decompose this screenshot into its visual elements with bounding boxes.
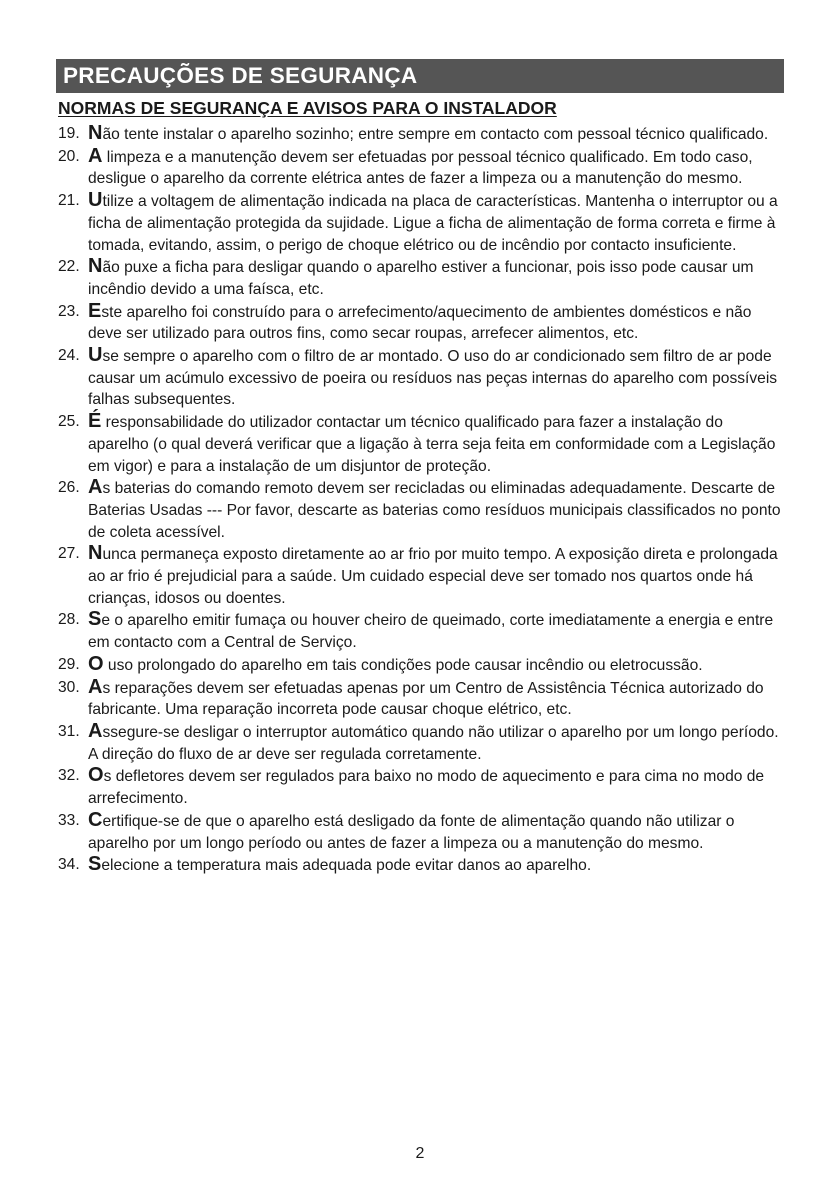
item-text: se sempre o aparelho com o filtro de ar montado. O uso do ar condicionado sem filtro de ar pode causar um acúmulo excessivo de poeira ou resíduos nas peças internas do aparelho com possíveis falhas subsequentes.: [88, 348, 778, 409]
item-text: responsabilidade do utilizador contactar um técnico qualificado para fazer a instalação do aparelho (o qual deverá verificar que a ligação à terra seja feita em conformidade com a Legislação em vigor) e para a instalação de um disjuntor de proteção.: [88, 414, 776, 475]
page-title: PRECAUÇÕES DE SEGURANÇA: [63, 63, 418, 88]
list-item: [58, 256, 784, 300]
item-text-block: [88, 411, 784, 477]
item-number: 25.: [58, 413, 80, 431]
item-text: tilize a voltagem de alimentação indicada na placa de características. Mantenha o interruptor ou a ficha de alimentação protegida da sujidade. Ligue a ficha de alimentação de forma correta e firme à tomada, evitando, assim, o perigo de choque elétrico ou de incêndio por contacto insuficiente.: [88, 193, 778, 254]
item-number: 30.: [58, 678, 80, 696]
item-number: 21.: [58, 192, 80, 210]
item-text-block: [88, 345, 784, 411]
list-item: [58, 123, 784, 146]
item-initial-letter: U: [88, 189, 103, 212]
list-item: [58, 677, 784, 721]
item-text: ste aparelho foi construído para o arrefecimento/aquecimento de ambientes domésticos e não deve ser utilizado para outros fins, como secar roupas, arrefecer alimentos, etc.: [88, 303, 752, 343]
item-number: 23.: [58, 302, 80, 320]
item-text: unca permaneça exposto diretamente ao ar frio por muito tempo. A exposição direta e prolongada ao ar frio é prejudicial para a saúde. Um cuidado especial deve ser tomado nos quartos onde há crianças, idosos ou doentes.: [88, 546, 778, 607]
item-number: 24.: [58, 347, 80, 365]
list-item: [58, 609, 784, 653]
item-initial-letter: O: [88, 764, 104, 787]
item-text: uso prolongado do aparelho em tais condições pode causar incêndio ou eletrocussão.: [103, 656, 703, 674]
item-number: 27.: [58, 545, 80, 563]
item-initial-letter: N: [88, 542, 103, 565]
item-number: 28.: [58, 611, 80, 629]
item-text: s baterias do comando remoto devem ser recicladas ou eliminadas adequadamente. Descarte de Baterias Usadas --- Por favor, descarte as baterias como resíduos municipais classificados no ponto de coleta acessível.: [88, 480, 781, 541]
item-initial-letter: A: [88, 719, 103, 742]
list-item: [58, 543, 784, 609]
item-text-block: [88, 543, 784, 609]
item-number: 29.: [58, 655, 80, 673]
item-number: 26.: [58, 479, 80, 497]
item-text-block: [88, 765, 784, 809]
item-text-block: [88, 677, 784, 721]
item-text: ão puxe a ficha para desligar quando o aparelho estiver a funcionar, pois isso pode causar um incêndio devido a uma faísca, etc.: [88, 259, 754, 298]
item-text-block: [88, 146, 784, 190]
item-text-block: [88, 477, 784, 543]
section-title-bar: [56, 59, 784, 93]
list-item: [58, 190, 784, 256]
item-text: elecione a temperatura mais adequada pode evitar danos ao aparelho.: [101, 857, 592, 875]
list-item: [58, 654, 784, 677]
item-text-block: [88, 654, 784, 677]
item-text: e o aparelho emitir fumaça ou houver cheiro de queimado, corte imediatamente a energia e entre em contacto com a Central de Serviço.: [88, 612, 774, 652]
section-subtitle: NORMAS DE SEGURANÇA E AVISOS PARA O INSTALADOR: [58, 98, 557, 118]
item-text-block: [88, 190, 784, 256]
item-initial-letter: A: [88, 675, 103, 698]
item-text-block: [88, 301, 784, 345]
item-text-block: [88, 810, 784, 854]
item-text: ertifique-se de que o aparelho está desligado da fonte de alimentação quando não utilizar o aparelho por um longo período ou antes de fazer a limpeza ou a manutenção do mesmo.: [88, 812, 735, 852]
item-initial-letter: O: [88, 652, 104, 675]
item-text-block: [88, 721, 784, 765]
item-initial-letter: S: [88, 853, 102, 876]
item-number: 20.: [58, 147, 80, 165]
list-item: [58, 765, 784, 809]
item-text: s reparações devem ser efetuadas apenas por um Centro de Assistência Técnica autorizado do fabricante. Uma reparação incorreta pode causar choque elétrico, etc.: [88, 679, 764, 719]
item-initial-letter: N: [88, 122, 103, 144]
item-number: 33.: [58, 811, 80, 829]
item-number: 34.: [58, 856, 80, 874]
list-item: [58, 411, 784, 477]
item-number: 19.: [58, 125, 80, 142]
item-number: 32.: [58, 767, 80, 785]
item-initial-letter: C: [88, 808, 103, 831]
list-item: [58, 345, 784, 411]
list-item: [58, 301, 784, 345]
list-item: [58, 854, 784, 877]
item-initial-letter: U: [88, 344, 103, 367]
item-text: ão tente instalar o aparelho sozinho; entre sempre em contacto com pessoal técnico qualificado.: [102, 126, 769, 143]
item-text: s defletores devem ser regulados para baixo no modo de aquecimento e para cima no modo de arrefecimento.: [88, 768, 765, 808]
item-text: limpeza e a manutenção devem ser efetuadas por pessoal técnico qualificado. Em todo caso, desligue o aparelho da corrente elétrica antes de fazer a limpeza ou a manutenção do mesmo.: [88, 148, 753, 188]
item-initial-letter: E: [88, 299, 102, 322]
item-text-block: [88, 609, 784, 653]
item-initial-letter: S: [88, 608, 102, 631]
item-initial-letter: N: [88, 255, 103, 278]
item-text-block: [88, 256, 784, 300]
item-number: 22.: [58, 258, 80, 276]
item-initial-letter: A: [88, 144, 103, 167]
item-text-block: [88, 123, 784, 146]
page-number: 2: [415, 1145, 425, 1162]
list-item: [58, 810, 784, 854]
item-initial-letter: A: [88, 476, 103, 499]
list-item: [58, 146, 784, 190]
item-number: 31.: [58, 722, 80, 740]
list-item: [58, 721, 784, 765]
list-item: [58, 477, 784, 543]
safety-rules-list: [58, 123, 784, 877]
item-initial-letter: É: [88, 410, 102, 433]
item-text-block: [88, 854, 784, 877]
item-text: ssegure-se desligar o interruptor automático quando não utilizar o aparelho por um longo período. A direção do fluxo de ar deve ser regulada corretamente.: [88, 723, 779, 763]
